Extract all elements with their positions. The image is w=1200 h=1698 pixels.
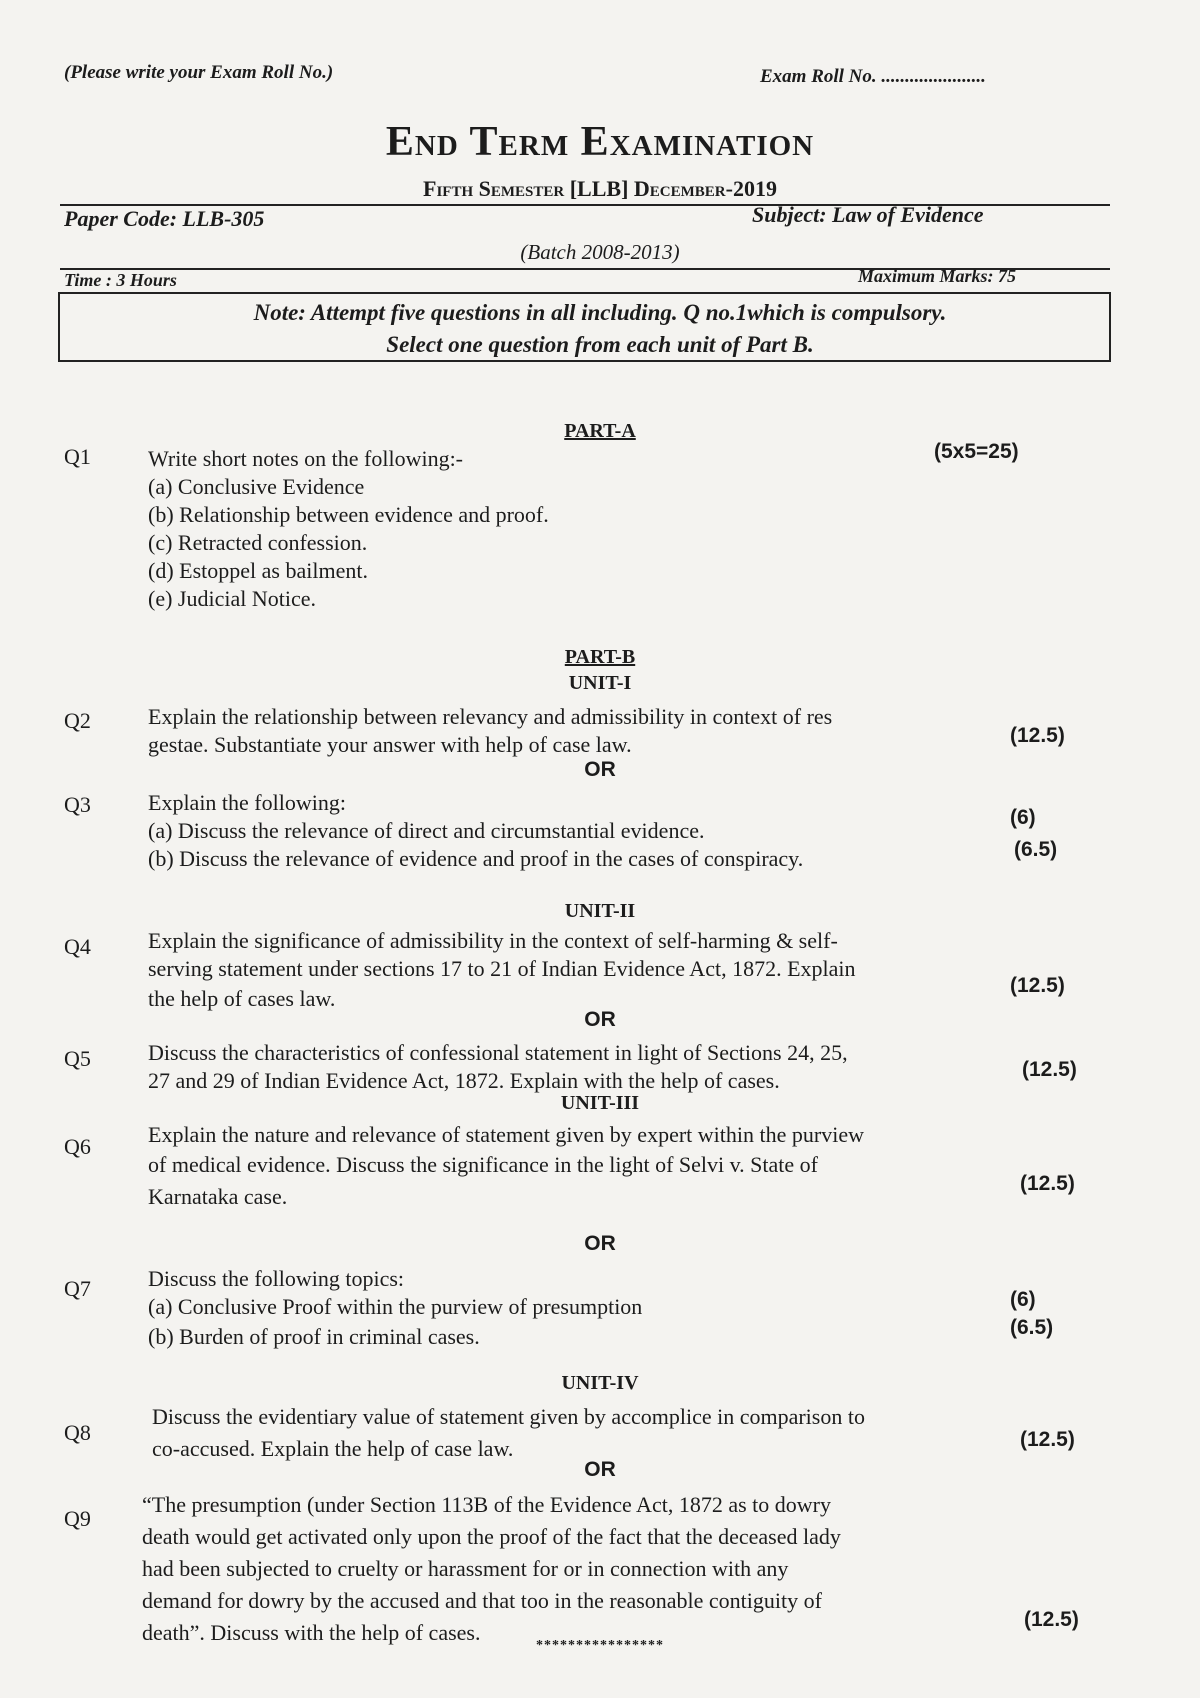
item-marks: (6): [1010, 806, 1036, 829]
question-text: Write short notes on the following:-: [148, 446, 464, 471]
list-item: (b) Discuss the relevance of evidence and proof in the cases of conspiracy.: [148, 846, 804, 871]
question-line: demand for dowry by the accused and that too in the reasonable contiguity of: [142, 1588, 822, 1613]
question-line: death would get activated only upon the proof of the fact that the deceased lady: [142, 1524, 841, 1549]
question-marks: (12.5): [1024, 1608, 1079, 1631]
question-line: Explain the significance of admissibility in the context of self-harming & self-: [148, 928, 838, 953]
list-item: (d) Estoppel as bailment.: [148, 558, 368, 583]
question-line: Karnataka case.: [148, 1184, 288, 1209]
question-line: death”. Discuss with the help of cases.: [142, 1620, 481, 1645]
roll-prompt: (Please write your Exam Roll No.): [64, 62, 334, 83]
question-number: Q4: [64, 934, 91, 959]
question-line: had been subjected to cruelty or harassment for or in connection with any: [142, 1556, 789, 1581]
note-line-2: Select one question from each unit of Part B.: [386, 332, 814, 357]
unit-heading: UNIT-I: [568, 672, 632, 694]
question-line: serving statement under sections 17 to 21 of Indian Evidence Act, 1872. Explain: [148, 956, 856, 981]
question-number: Q6: [64, 1134, 91, 1159]
question-marks: (12.5): [1022, 1058, 1077, 1081]
unit-heading: UNIT-IV: [561, 1372, 639, 1394]
item-marks: (6.5): [1010, 1316, 1054, 1339]
paper-code: Paper Code: LLB-305: [64, 206, 265, 231]
question-marks: (12.5): [1020, 1172, 1075, 1195]
or-separator: OR: [584, 758, 616, 781]
question-line: “The presumption (under Section 113B of the Evidence Act, 1872 as to dowry: [142, 1492, 831, 1517]
roll-number-label: Exam Roll No. ......................: [760, 66, 986, 87]
list-item: (a) Conclusive Evidence: [148, 474, 365, 499]
or-separator: OR: [584, 1008, 616, 1031]
question-marks: (12.5): [1010, 974, 1065, 997]
question-line: gestae. Substantiate your answer with help of case law.: [148, 732, 632, 757]
question-number: Q1: [64, 444, 91, 469]
question-line: of medical evidence. Discuss the significance in the light of Selvi v. State of: [148, 1152, 819, 1177]
question-number: Q2: [64, 708, 91, 733]
question-number: Q9: [64, 1506, 91, 1531]
question-text: Explain the following:: [148, 790, 346, 815]
or-separator: OR: [584, 1232, 616, 1255]
question-marks: (12.5): [1010, 724, 1065, 747]
unit-heading: UNIT-III: [560, 1092, 640, 1114]
question-number: Q5: [64, 1046, 91, 1071]
question-line: Explain the relationship between relevancy and admissibility in context of res: [148, 704, 833, 729]
question-number: Q3: [64, 792, 91, 817]
end-stars: ****************: [536, 1638, 664, 1653]
list-item: (b) Relationship between evidence and proof.: [148, 502, 549, 527]
item-marks: (6): [1010, 1288, 1036, 1311]
part-a-heading: PART-A: [564, 420, 636, 442]
subject: Subject: Law of Evidence: [752, 202, 984, 227]
question-line: Discuss the characteristics of confessional statement in light of Sections 24, 25,: [148, 1040, 848, 1065]
list-item: (a) Discuss the relevance of direct and circumstantial evidence.: [148, 818, 705, 843]
part-b-heading: PART-B: [564, 646, 636, 668]
question-line: co-accused. Explain the help of case law.: [152, 1436, 514, 1461]
question-marks: (5x5=25): [934, 440, 1019, 463]
maximum-marks: Maximum Marks: 75: [858, 266, 1017, 286]
time-allowed: Time : 3 Hours: [64, 270, 177, 290]
list-item: (b) Burden of proof in criminal cases.: [148, 1324, 480, 1349]
question-number: Q8: [64, 1420, 91, 1445]
question-line: 27 and 29 of Indian Evidence Act, 1872. Explain with the help of cases.: [148, 1068, 780, 1093]
item-marks: (6.5): [1014, 838, 1058, 861]
question-line: the help of cases law.: [148, 986, 336, 1011]
unit-heading: UNIT-II: [564, 900, 636, 922]
exam-subtitle: Fifth Semester [LLB] December-2019: [423, 176, 777, 201]
question-line: Explain the nature and relevance of statement given by expert within the purview: [148, 1122, 864, 1147]
question-marks: (12.5): [1020, 1428, 1075, 1451]
note-line-1: Note: Attempt five questions in all including. Q no.1which is compulsory.: [253, 300, 947, 325]
question-line: Discuss the evidentiary value of statement given by accomplice in comparison to: [152, 1404, 865, 1429]
list-item: (c) Retracted confession.: [148, 530, 368, 555]
list-item: (e) Judicial Notice.: [148, 586, 316, 611]
question-number: Q7: [64, 1276, 91, 1301]
list-item: (a) Conclusive Proof within the purview of presumption: [148, 1294, 643, 1319]
batch: (Batch 2008-2013): [520, 240, 680, 264]
or-separator: OR: [584, 1458, 616, 1481]
question-text: Discuss the following topics:: [148, 1266, 405, 1291]
exam-title: End Term Examination: [385, 119, 815, 165]
